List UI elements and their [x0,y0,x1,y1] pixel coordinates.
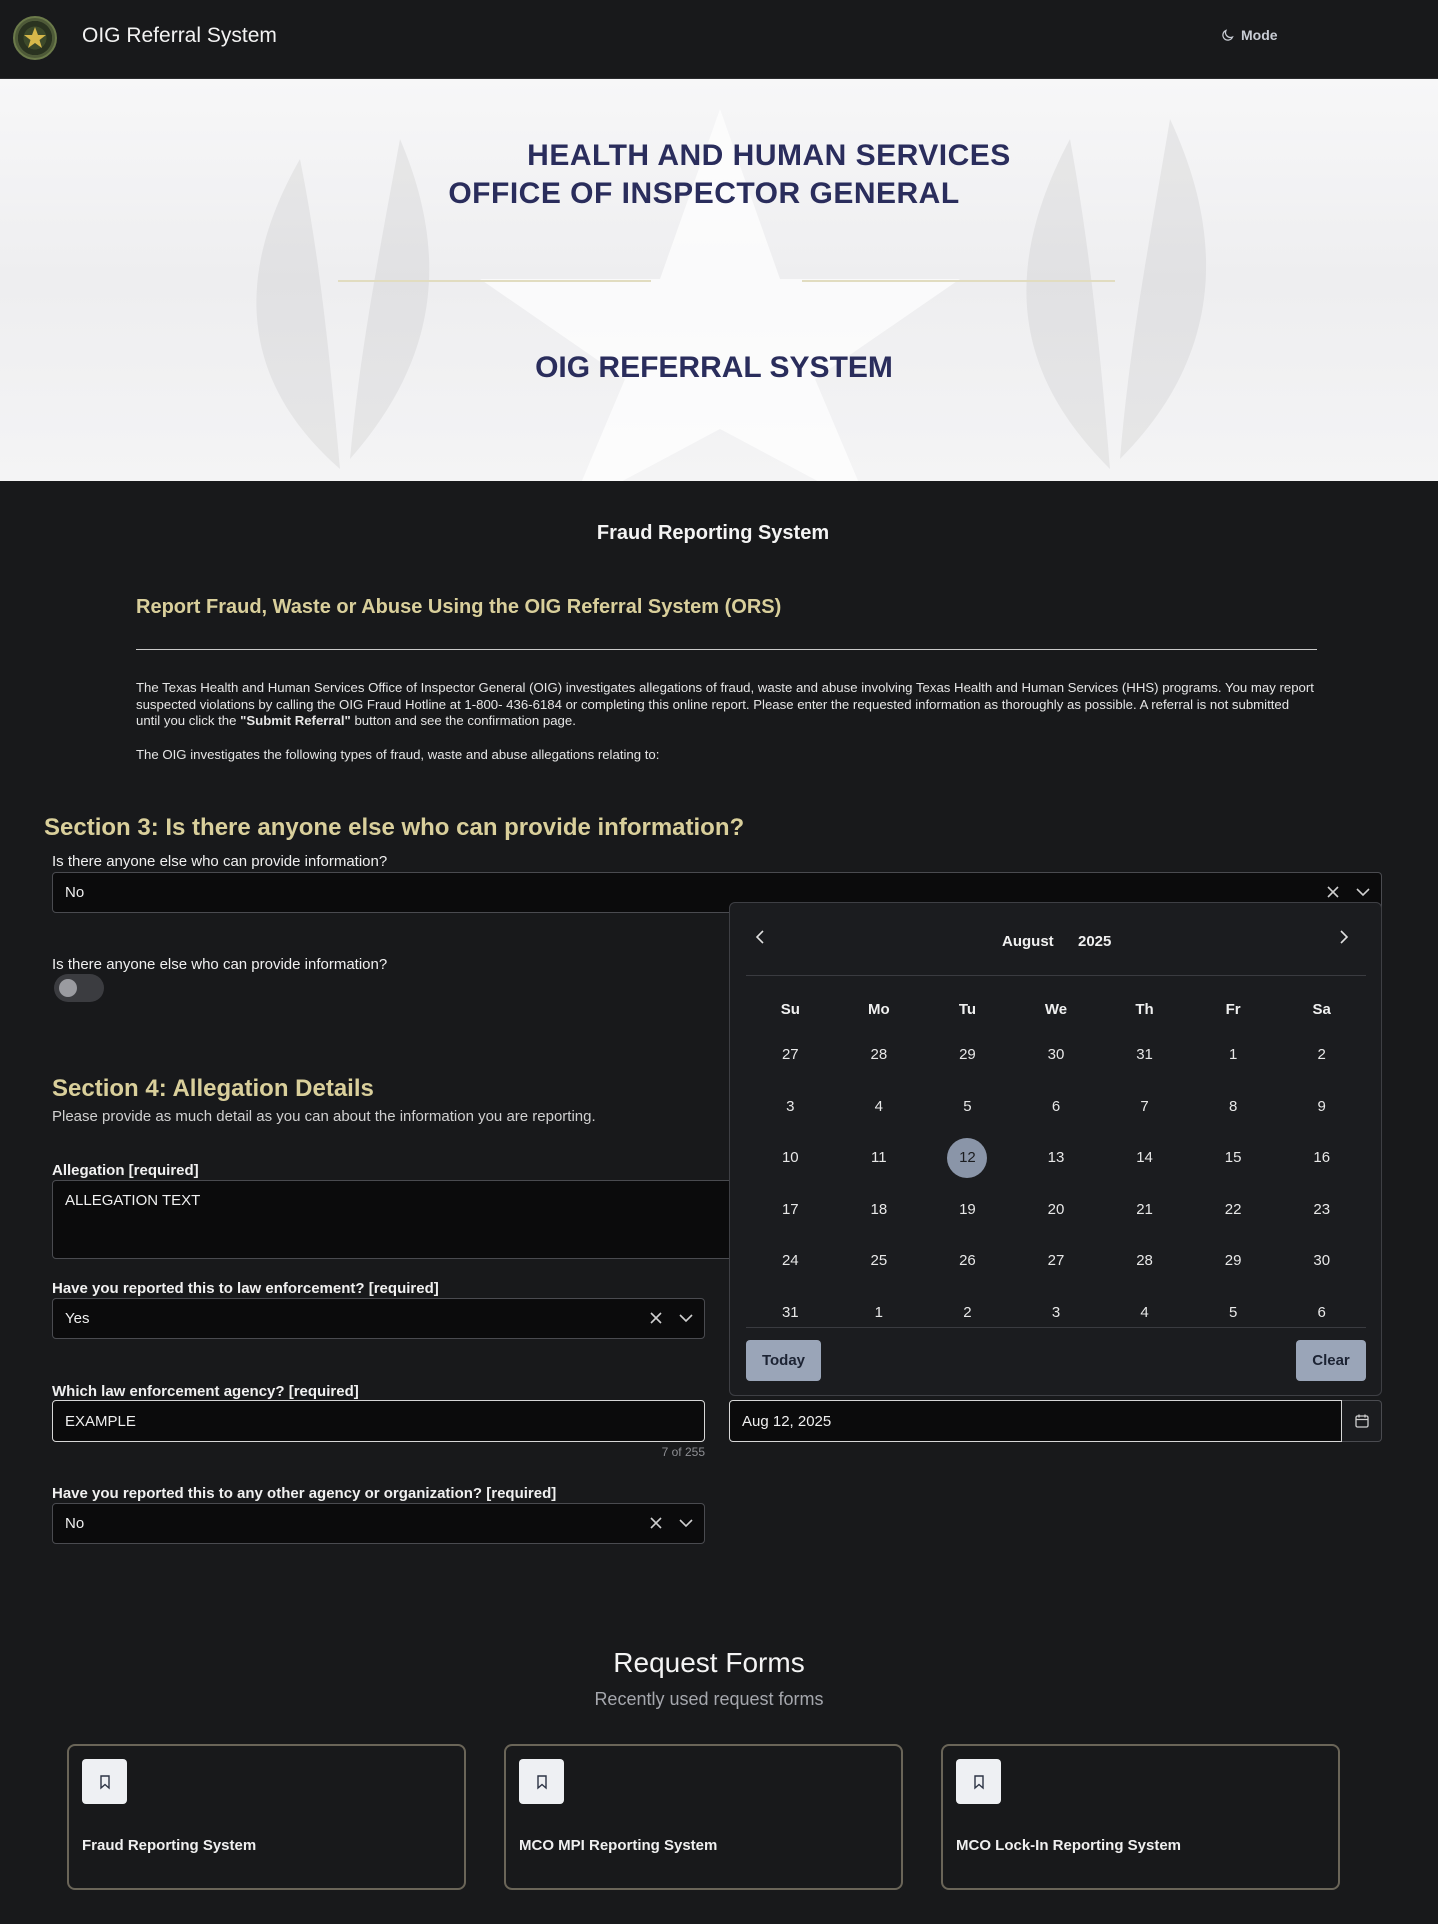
calendar-day[interactable] [1012,1235,1101,1287]
calendar-day-number: 21 [1136,1200,1153,1218]
info-provider-select-label: Is there anyone else who can provide information? [52,853,388,870]
calendar-day[interactable] [1277,1132,1366,1184]
calendar-day[interactable] [746,1235,835,1287]
date-picker-popup [729,902,1382,1396]
law-enforcement-select-value: Yes [65,1310,90,1327]
calendar-day-number: 14 [1136,1149,1153,1167]
calendar-day[interactable] [1012,1287,1101,1339]
calendar-day-number: 15 [1224,1149,1242,1167]
section-3-title: Section 3: Is there anyone else who can provide information? [44,814,745,841]
calendar-day[interactable] [1277,1184,1366,1236]
moon-icon [1220,28,1235,43]
hero-banner [0,79,1438,481]
calendar-day[interactable] [746,1029,835,1081]
section-4-title: Section 4: Allegation Details [52,1075,374,1102]
calendar-day[interactable] [1012,1132,1101,1184]
law-enforcement-label: Have you reported this to law enforcement? [required] [52,1280,439,1297]
calendar-day[interactable] [923,1287,1012,1339]
calendar-day[interactable] [1012,1029,1101,1081]
other-agency-select-value: No [65,1515,85,1532]
calendar-day-number: 28 [870,1046,888,1064]
calendar-day[interactable] [835,1235,924,1287]
calendar-day[interactable] [1100,1132,1189,1184]
intro-text-before: The Texas Health and Human Services Office of Inspector General (OIG) investigates allegations of fraud, waste and abuse involving Texas Health and Human Services (HHS) programs. You may report suspected violations by calling the OIG Fraud Hotline at 1-800- 436-6184 or completing this online report. Please enter the requested information as thoroughly as possible. A referral is not submitted until you click the [136,680,1314,728]
calendar-day-number: 28 [1136,1252,1153,1270]
calendar-day[interactable] [746,1132,835,1184]
banner-line-2: OFFICE OF INSPECTOR GENERAL [448,177,960,210]
request-form-name: Fraud Reporting System [82,1837,257,1854]
calendar-day-number: 25 [870,1252,888,1270]
calendar-day-number: 3 [1051,1303,1061,1321]
calendar-day[interactable] [1189,1287,1278,1339]
report-date-input[interactable]: Aug 12, 2025 [729,1400,1342,1442]
chevron-right-icon[interactable] [1336,929,1352,945]
calendar-day[interactable] [746,1184,835,1236]
calendar-day[interactable] [923,1029,1012,1081]
allegation-label: Allegation [required] [52,1162,199,1179]
calendar-day[interactable] [1100,1184,1189,1236]
calendar-day[interactable] [923,1184,1012,1236]
calendar-day-number: 29 [959,1046,976,1064]
request-form-name: MCO Lock-In Reporting System [956,1837,1182,1854]
law-enforcement-select[interactable] [52,1298,705,1339]
intro-paragraph [136,680,1316,730]
calendar-day-number: 5 [1228,1303,1238,1321]
weekday-header: Su [780,1000,800,1018]
texas-seal-icon[interactable] [13,16,57,60]
weekday-header: Mo [868,1000,890,1018]
bookmark-icon [519,1759,564,1804]
calendar-day-number: 27 [1047,1252,1065,1270]
calendar-day[interactable] [1277,1081,1366,1133]
calendar-day-number: 31 [781,1303,799,1321]
calendar-day-number: 4 [874,1097,884,1115]
calendar-day[interactable] [835,1132,924,1184]
intro-text-after: button and see the confirmation page. [350,713,576,728]
request-form-card[interactable] [504,1744,903,1890]
calendar-day[interactable] [1189,1132,1278,1184]
weekday-header: Tu [958,1000,977,1018]
report-title: Report Fraud, Waste or Abuse Using the OIG Referral System (ORS) [136,596,782,618]
top-bar [0,0,1438,79]
calendar-day-number: 12 [947,1138,987,1178]
calendar-day[interactable] [1189,1029,1278,1081]
calendar-day[interactable] [1277,1029,1366,1081]
calendar-day-number: 23 [1313,1200,1331,1218]
calendar-day-number: 6 [1051,1097,1061,1115]
banner-line-1: HEALTH AND HUMAN SERVICES [527,139,1011,172]
agency-label: Which law enforcement agency? [required] [52,1383,359,1400]
banner-divider-right [802,280,1115,282]
calendar-day[interactable] [835,1081,924,1133]
calendar-day-number: 1 [1228,1046,1238,1064]
weekday-header: Th [1135,1000,1154,1018]
allegation-textarea[interactable]: ALLEGATION TEXT [52,1180,742,1259]
chevron-down-icon[interactable] [678,1310,694,1326]
calendar-day-number: 19 [959,1200,976,1218]
calendar-day-number: 4 [1140,1303,1149,1321]
calendar-day-number: 22 [1224,1200,1242,1218]
calendar-button[interactable] [1342,1400,1382,1442]
other-agency-label: Have you reported this to any other agency or organization? [required] [52,1485,557,1502]
other-agency-select[interactable] [52,1503,705,1544]
agency-char-counter: 7 of 255 [661,1445,705,1459]
intro-types-text: The OIG investigates the following types of fraud, waste and abuse allegations relating to: [136,747,660,762]
calendar-day-number: 6 [1317,1303,1326,1321]
clear-icon[interactable] [1325,884,1341,900]
today-button[interactable]: Today [746,1340,821,1381]
calendar-day-number: 11 [871,1149,887,1167]
calendar-day-number: 13 [1047,1149,1065,1167]
calendar-day-number: 8 [1228,1097,1238,1115]
calendar-day-selected[interactable] [923,1132,1012,1184]
request-form-name: MCO MPI Reporting System [519,1837,718,1854]
calendar-day-number: 2 [1317,1046,1326,1064]
mode-toggle-button[interactable] [1220,27,1278,43]
bookmark-icon [956,1759,1001,1804]
chevron-down-icon[interactable] [678,1515,694,1531]
calendar-divider [746,975,1366,976]
calendar-day[interactable] [1100,1081,1189,1133]
calendar-day-number: 17 [781,1200,799,1218]
clear-icon[interactable] [648,1515,664,1531]
app-title[interactable]: OIG Referral System [82,24,277,47]
page-title: Fraud Reporting System [596,522,830,544]
request-forms-title: Request Forms [613,1647,805,1678]
calendar-year[interactable]: 2025 [1078,933,1112,950]
calendar-day[interactable] [1189,1235,1278,1287]
calendar-day[interactable] [1100,1235,1189,1287]
clear-button[interactable]: Clear [1296,1340,1366,1381]
calendar-day-number: 24 [781,1252,799,1270]
calendar-day-number: 10 [781,1149,799,1167]
calendar-day[interactable] [835,1287,924,1339]
request-forms-subtitle: Recently used request forms [594,1689,824,1709]
calendar-divider [746,1327,1366,1328]
calendar-day[interactable] [1012,1081,1101,1133]
calendar-day-number: 9 [1317,1097,1326,1115]
calendar-day[interactable] [1189,1184,1278,1236]
chevron-left-icon[interactable] [752,929,768,945]
calendar-day[interactable] [923,1235,1012,1287]
calendar-day-number: 30 [1313,1252,1331,1270]
info-provider-select-value: No [65,884,85,901]
banner-heading [0,137,1438,213]
calendar-day[interactable] [923,1081,1012,1133]
calendar-day[interactable] [746,1287,835,1339]
calendar-day[interactable] [835,1184,924,1236]
calendar-day-number: 27 [781,1046,799,1064]
calendar-day-number: 26 [959,1252,976,1270]
calendar-day[interactable] [1100,1029,1189,1081]
banner-divider-left [338,280,651,282]
weekday-header: Fr [1225,1000,1241,1018]
clear-icon[interactable] [648,1310,664,1326]
mode-label: Mode [1241,27,1278,43]
request-form-card[interactable] [67,1744,466,1890]
calendar-day-number: 20 [1047,1200,1065,1218]
weekday-header: Sa [1312,1000,1331,1018]
calendar-icon [1354,1413,1370,1429]
calendar-day-number: 16 [1313,1149,1331,1167]
section-4-description: Please provide as much detail as you can about the information you are reporting. [52,1108,596,1125]
calendar-day-number: 5 [963,1097,972,1115]
calendar-day[interactable] [746,1081,835,1133]
banner-subtitle: OIG REFERRAL SYSTEM [535,351,893,384]
request-form-card[interactable] [941,1744,1340,1890]
chevron-down-icon[interactable] [1355,884,1371,900]
weekday-header: We [1044,1000,1068,1018]
calendar-day-number: 1 [874,1303,884,1321]
calendar-day-number: 31 [1136,1046,1153,1064]
calendar-day[interactable] [1277,1287,1366,1339]
bookmark-icon [82,1759,127,1804]
divider [136,649,1317,650]
calendar-day-number: 3 [786,1097,795,1115]
calendar-month[interactable]: August [1002,933,1054,950]
calendar-day-number: 2 [963,1303,972,1321]
info-provider-toggle-label: Is there anyone else who can provide information? [52,956,388,973]
calendar-day[interactable] [835,1029,924,1081]
intro-text-bold: "Submit Referral" [240,713,351,728]
calendar-day-number: 30 [1047,1046,1065,1064]
calendar-day[interactable] [1189,1081,1278,1133]
calendar-day[interactable] [1100,1287,1189,1339]
calendar-day-number: 29 [1224,1252,1242,1270]
calendar-day[interactable] [1277,1235,1366,1287]
calendar-day-number: 7 [1140,1097,1149,1115]
calendar-grid [746,989,1366,1338]
toggle-knob [59,979,77,997]
calendar-day[interactable] [1012,1184,1101,1236]
agency-input[interactable]: EXAMPLE [52,1400,705,1442]
calendar-day-number: 18 [870,1200,888,1218]
info-provider-toggle[interactable] [54,974,104,1002]
